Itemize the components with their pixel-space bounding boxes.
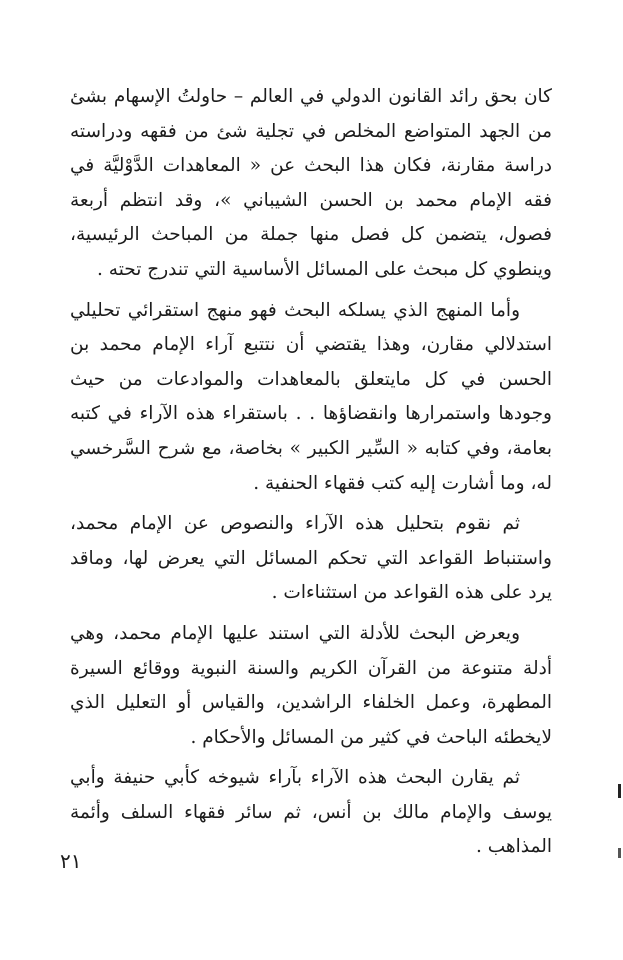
scan-edge-mark-top (618, 784, 621, 798)
body-text (70, 80, 552, 871)
paragraph-1: كان بحق رائد القانون الدولي في العالم – حاولتُ الإسهام بشئ من الجهد المتواضع المخلص في تجلية شئ من فقهه ودراسته دراسة مقارنة، فكان هذا البحث عن « المعاهدات الدَّوْليَّة في فقه الإمام محمد بن الحسن الشيباني »، وقد انتظم أربعة فصول، يتضمن كل فصل منها جملة من المباحث الرئيسية، وينطوي كل مبحث على المسائل الأساسية التي تندرج تحته . (70, 86, 552, 280)
paragraph-4: ويعرض البحث للأدلة التي استند عليها الإمام محمد، وهي أدلة متنوعة من القرآن الكريم والسنة النبوية ووقائع السيرة المطهرة، وعمل الخلفاء الراشدين، والقياس أو التعليل الذي لايخطئه الباحث في كثير من المسائل والأحكام . (70, 622, 552, 748)
paragraph-3: ثم نقوم بتحليل هذه الآراء والنصوص عن الإمام محمد، واستنباط القواعد التي تحكم المسائل التي يعرض لها، وماقد يرد على هذه القواعد من استثناءات . (70, 513, 552, 604)
paragraph-2: وأما المنهج الذي يسلكه البحث فهو منهج استقرائي تحليلي استدلالي مقارن، وهذا يقتضي أن نتتبع آراء الإمام محمد بن الحسن في كل مايتعلق بالمعاهدات والموادعات من حيث وجودها واستمرارها وانقضاؤها . . باستقراء هذه الآراء في كتبه بعامة، وفي كتابه « السِّير الكبير » بخاصة، مع شرح السَّرخسي له، وما أشارت إليه كتب فقهاء الحنفية . (70, 299, 552, 494)
paragraph-5: ثم يقارن البحث هذه الآراء بآراء شيوخه كأبي حنيفة وأبي يوسف والإمام مالك بن أنس، ثم سائر فقهاء السلف وأئمة المذاهب . (70, 767, 552, 858)
page-number: ٢١ (60, 849, 82, 873)
scan-edge-mark-bottom (618, 848, 621, 858)
